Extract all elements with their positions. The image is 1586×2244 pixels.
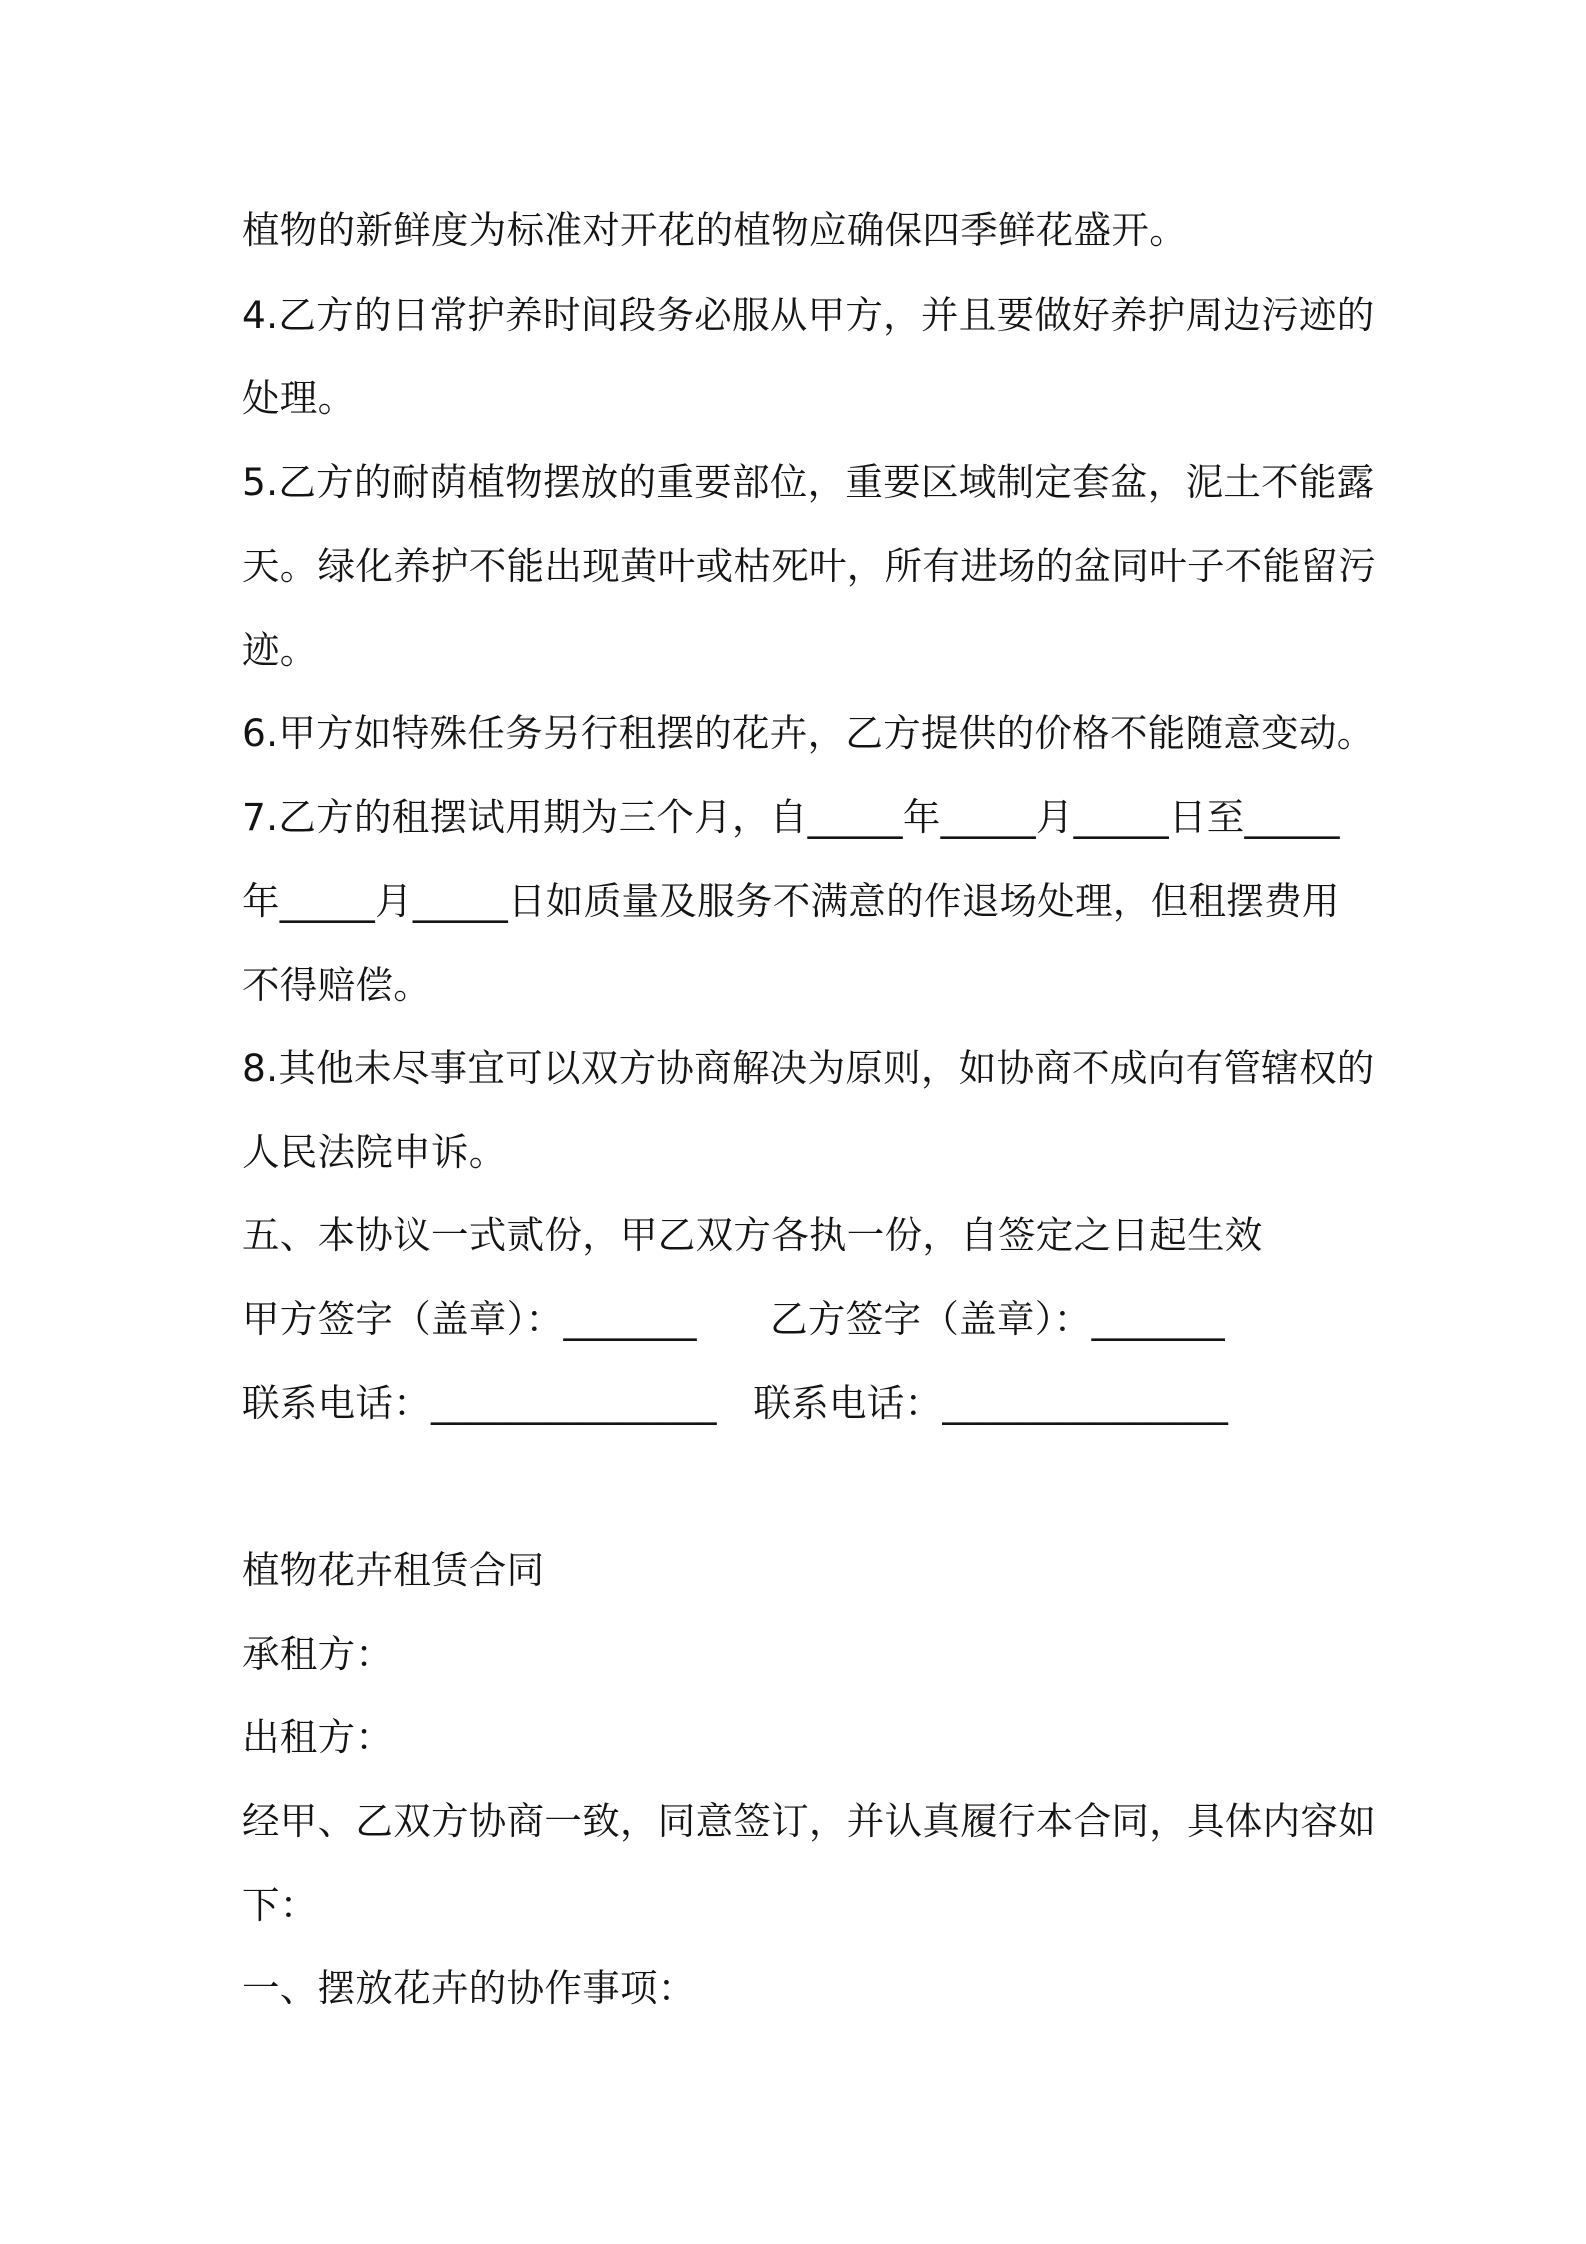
paragraph-line: 植物的新鲜度为标准对开花的植物应确保四季鲜花盛开。 xyxy=(242,208,1187,252)
clause-5-line-2: 天。绿化养护不能出现黄叶或枯死叶，所有进场的盆同叶子不能留污 xyxy=(242,544,1376,588)
clause-4-line-1: 4.乙方的日常护养时间段务必服从甲方，并且要做好养护周边污迹的 xyxy=(242,293,1375,337)
lessor-label: 出租方： xyxy=(242,1715,394,1759)
clause-5-line-1: 5.乙方的耐荫植物摆放的重要部位，重要区域制定套盆，泥土不能露 xyxy=(242,460,1375,504)
contract-title: 植物花卉租赁合同 xyxy=(242,1548,545,1592)
lessee-label: 承租方： xyxy=(242,1632,394,1676)
preamble-line-1: 经甲、乙双方协商一致，同意签订，并认真履行本合同，具体内容如 xyxy=(242,1799,1376,1843)
clause-6-line-1: 6.甲方如特殊任务另行租摆的花卉，乙方提供的价格不能随意变动。 xyxy=(242,711,1375,755)
clause-8-line-1: 8.其他未尽事宜可以双方协商解决为原则，如协商不成向有管辖权的 xyxy=(242,1046,1375,1090)
phone-line: 联系电话：_______________ 联系电话：_______________ xyxy=(242,1381,1229,1425)
section-1-heading: 一、摆放花卉的协作事项： xyxy=(242,1966,696,2010)
clause-7-line-2: 年_____月_____日如质量及服务不满意的作退场处理，但租摆费用 xyxy=(242,879,1340,923)
clause-7-line-3: 不得赔偿。 xyxy=(242,963,431,1007)
clause-7-line-1: 7.乙方的租摆试用期为三个月，自_____年_____月_____日至_____ xyxy=(242,795,1340,839)
signature-line: 甲方签字（盖章）：_______ 乙方签字（盖章）：_______ xyxy=(242,1297,1225,1341)
clause-8-line-2: 人民法院申诉。 xyxy=(242,1130,507,1174)
section-5-line: 五、本协议一式贰份，甲乙双方各执一份，自签定之日起生效 xyxy=(242,1213,1263,1257)
clause-4-line-2: 处理。 xyxy=(242,376,356,420)
preamble-line-2: 下： xyxy=(242,1883,318,1927)
clause-5-line-3: 迹。 xyxy=(242,628,318,672)
